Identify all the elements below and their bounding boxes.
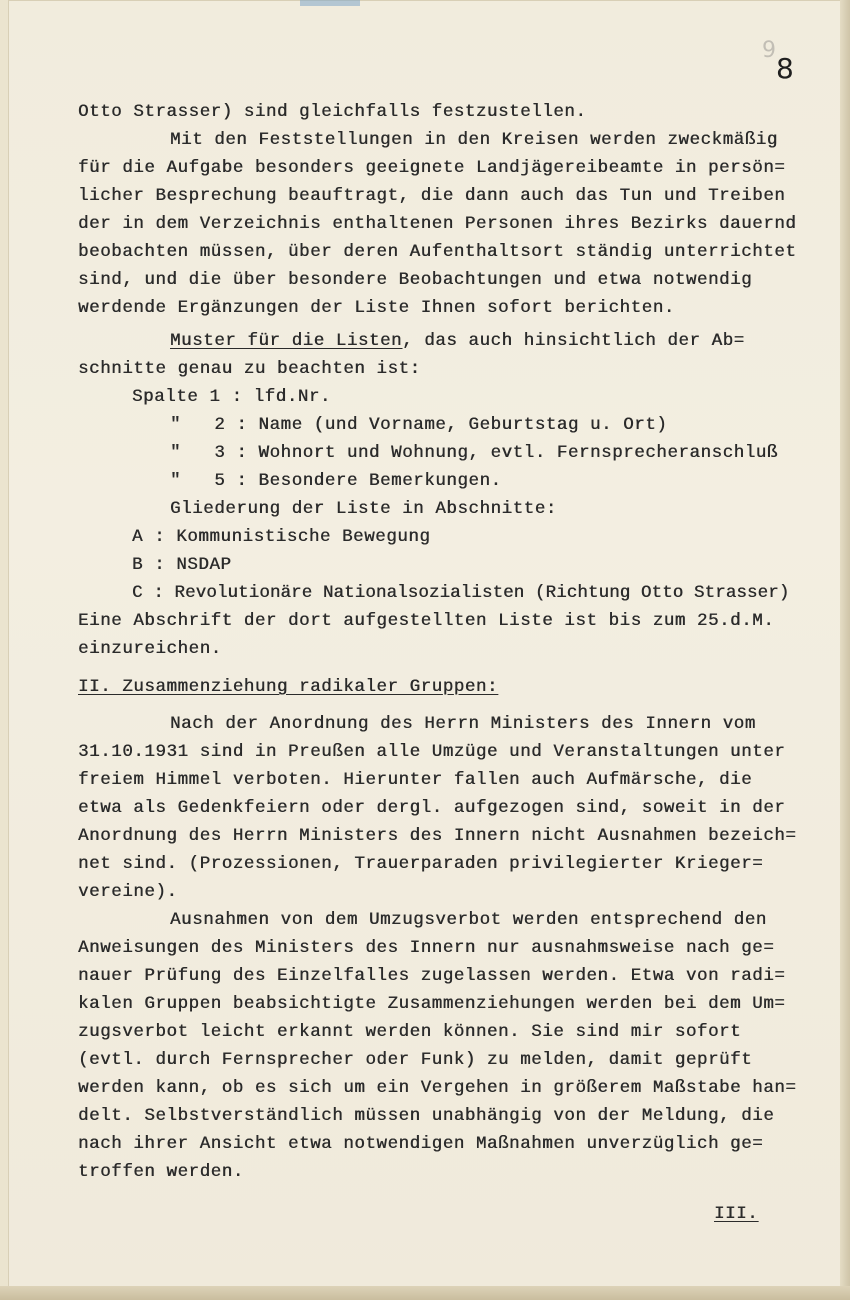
text-line: nauer Prüfung des Einzelfalles zugelassen werden. Etwa von radi= xyxy=(78,966,786,986)
text-line: (evtl. durch Fernsprecher oder Funk) zu melden, damit geprüft xyxy=(78,1050,753,1070)
text-line: freiem Himmel verboten. Hierunter fallen auch Aufmärsche, die xyxy=(78,770,753,790)
muster-heading: Muster für die Listen xyxy=(170,331,403,351)
column-item: Spalte 1 : lfd.Nr. xyxy=(132,387,331,407)
text-line: delt. Selbstverständlich müssen unabhängig von der Meldung, die xyxy=(78,1106,775,1126)
page-edge-right xyxy=(840,0,850,1300)
text-line: Anweisungen des Ministers des Innern nur ausnahmsweise nach ge= xyxy=(78,938,775,958)
section-item: B : NSDAP xyxy=(132,555,232,575)
text-line: 31.10.1931 sind in Preußen alle Umzüge und Veranstaltungen unter xyxy=(78,742,786,762)
text-line: sind, und die über besondere Beobachtungen und etwa notwendig xyxy=(78,270,753,290)
text-line: Otto Strasser) sind gleichfalls festzustellen. xyxy=(78,102,587,122)
faint-page-number: 9 xyxy=(762,38,776,63)
text-line: licher Besprechung beauftragt, die dann auch das Tun und Treiben xyxy=(78,186,786,206)
column-item: " 5 : Besondere Bemerkungen. xyxy=(170,471,502,491)
text-line: Anordnung des Herrn Ministers des Innern nicht Ausnahmen bezeich= xyxy=(78,826,797,846)
section-item: A : Kommunistische Bewegung xyxy=(132,527,431,547)
text-line: troffen werden. xyxy=(78,1162,244,1182)
text-line: schnitte genau zu beachten ist: xyxy=(78,359,421,379)
text-line: vereine). xyxy=(78,882,178,902)
text-line: Eine Abschrift der dort aufgestellten Liste ist bis zum 25.d.M. xyxy=(78,611,775,631)
section-item: C : Revolutionäre Nationalsozialisten (Richtung Otto Strasser) xyxy=(132,583,790,603)
text-line: beobachten müssen, über deren Aufenthaltsort ständig unterrichtet xyxy=(78,242,797,262)
gliederung-heading: Gliederung der Liste in Abschnitte: xyxy=(170,499,557,519)
text-line: werden kann, ob es sich um ein Vergehen in größerem Maßstabe han= xyxy=(78,1078,797,1098)
text-line: einzureichen. xyxy=(78,639,222,659)
text-line: etwa als Gedenkfeiern oder dergl. aufgezogen sind, soweit in der xyxy=(78,798,786,818)
muster-line xyxy=(170,331,745,351)
muster-heading-rest: , das auch hinsichtlich der Ab= xyxy=(402,331,745,351)
text-line: zugsverbot leicht erkannt werden können. Sie sind mir sofort xyxy=(78,1022,742,1042)
page-number: 8 xyxy=(776,52,794,85)
text-line: kalen Gruppen beabsichtigte Zusammenziehungen werden bei dem Um= xyxy=(78,994,786,1014)
text-line: net sind. (Prozessionen, Trauerparaden privilegierter Krieger= xyxy=(78,854,764,874)
section-ii-heading: II. Zusammenziehung radikaler Gruppen: xyxy=(78,677,498,697)
text-line: der in dem Verzeichnis enthaltenen Personen ihres Bezirks dauernd xyxy=(78,214,797,234)
text-line: für die Aufgabe besonders geeignete Landjägereibeamte in persön= xyxy=(78,158,786,178)
text-line: werdende Ergänzungen der Liste Ihnen sofort berichten. xyxy=(78,298,675,318)
column-item: " 2 : Name (und Vorname, Geburtstag u. Ort) xyxy=(170,415,668,435)
catchword: III. xyxy=(714,1204,759,1224)
column-item: " 3 : Wohnort und Wohnung, evtl. Fernsprecheranschluß xyxy=(170,443,778,463)
blue-ink-mark xyxy=(300,0,360,6)
text-line: Mit den Feststellungen in den Kreisen werden zweckmäßig xyxy=(170,130,778,150)
page-edge-bottom xyxy=(0,1286,850,1300)
text-line: Nach der Anordnung des Herrn Ministers des Innern vom xyxy=(170,714,756,734)
text-line: Ausnahmen von dem Umzugsverbot werden entsprechend den xyxy=(170,910,767,930)
text-line: nach ihrer Ansicht etwa notwendigen Maßnahmen unverzüglich ge= xyxy=(78,1134,764,1154)
